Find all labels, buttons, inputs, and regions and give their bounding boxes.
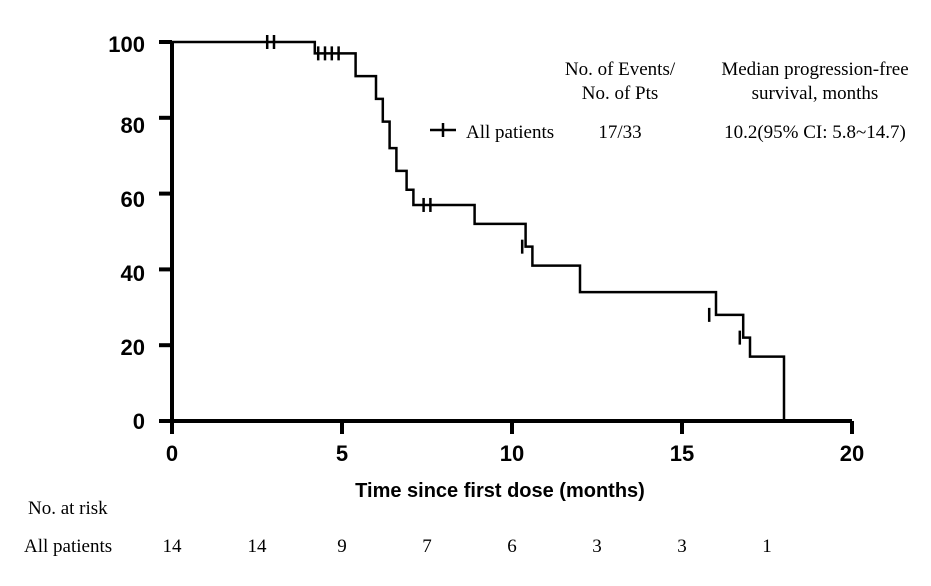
risk-value-5: 3 [592, 536, 602, 557]
risk-table-row-label: All patients [24, 536, 113, 557]
risk-value-6: 3 [677, 536, 687, 557]
y-tick-100: 100 [108, 32, 145, 57]
y-tick-80: 80 [120, 113, 145, 138]
risk-value-7: 1 [762, 536, 772, 557]
y-tick-20: 20 [120, 335, 145, 360]
legend-header-median-line2: survival, months [751, 83, 879, 104]
x-tick-5: 5 [335, 441, 349, 466]
risk-value-3: 7 [422, 536, 432, 557]
x-tick-15: 15 [669, 441, 695, 466]
censor-marks [267, 35, 740, 345]
x-tick-0: 0 [165, 441, 179, 466]
risk-table-title: No. at risk [28, 498, 108, 519]
x-axis-label: Time since first dose (months) [355, 480, 645, 502]
y-tick-0: 0 [132, 409, 145, 434]
legend-header-median-line1: Median progression-free [721, 59, 909, 80]
risk-value-0: 14 [162, 536, 182, 557]
risk-value-1: 14 [247, 536, 267, 557]
risk-value-2: 9 [337, 536, 347, 557]
survival-step-curve [172, 42, 784, 421]
legend-header-events-line2: No. of Pts [581, 83, 659, 104]
x-tick-20: 20 [839, 441, 865, 466]
risk-value-4: 6 [507, 536, 517, 557]
y-tick-40: 40 [120, 261, 145, 286]
legend-sample-line [430, 123, 456, 137]
legend-series-label: All patients [466, 122, 555, 143]
legend-header-events-line1: No. of Events/ [564, 59, 676, 80]
legend-events-value: 17/33 [598, 122, 642, 143]
legend-median-value: 10.2(95% CI: 5.8~14.7) [724, 122, 906, 143]
x-tick-10: 10 [499, 441, 525, 466]
y-tick-60: 60 [120, 187, 145, 212]
